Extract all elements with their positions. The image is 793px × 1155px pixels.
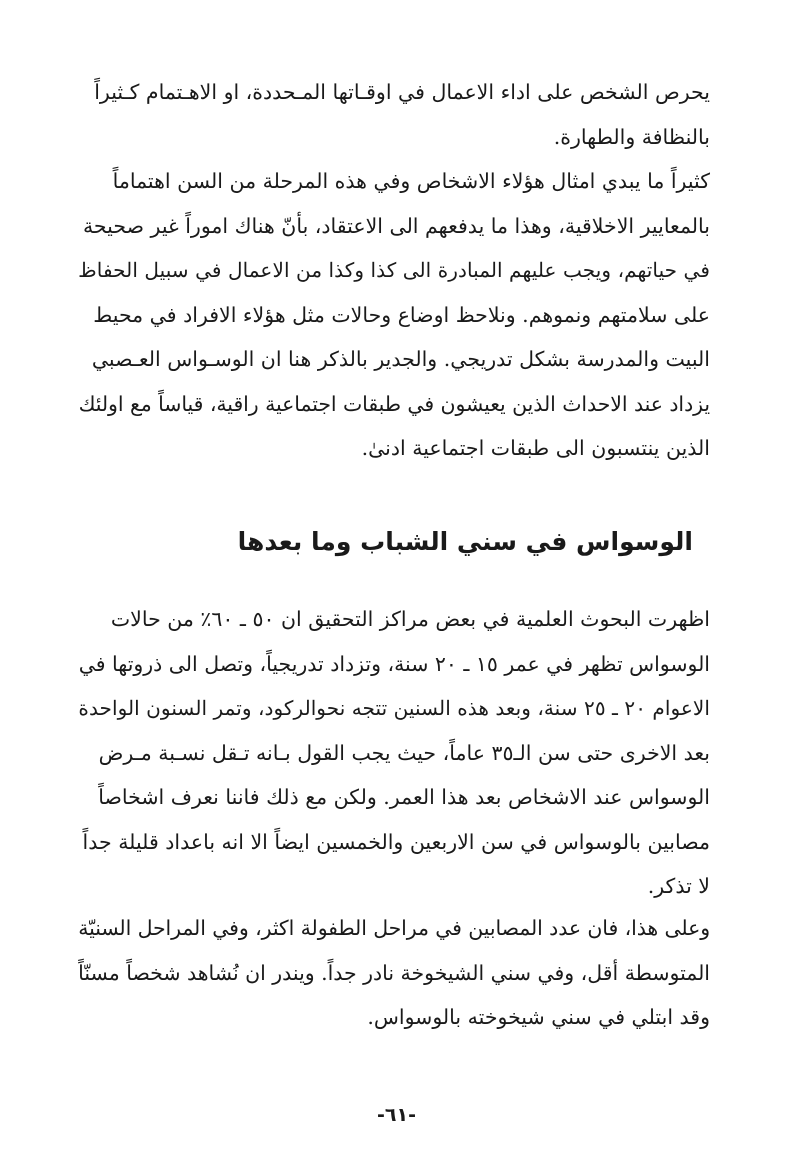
text-line: بالنظافة والطهارة.	[553, 124, 710, 149]
text-line: في حياتهم، ويجب عليهم المبادرة الى كذا وكذا من الاعمال في سبيل الحفاظ	[78, 258, 710, 282]
text-line: كثيراً ما يبدي امثال هؤلاء الاشخاص وفي هذه المرحلة من السن اهتماماً	[112, 169, 710, 193]
text-line: لا تذكر.	[647, 874, 710, 898]
text-line: يحرص الشخص على اداء الاعمال في اوقـاتها المـحددة، او الاهـتمام كـثيراً	[94, 80, 710, 104]
text-line: اظهرت البحوث العلمية في بعض مراكز التحقيق ان ٥٠ ـ ٦٠٪ من حالات	[110, 607, 710, 631]
text-line: الذين ينتسبون الى طبقات اجتماعية ادنىٰ.	[361, 436, 710, 460]
text-line: الوسواس عند الاشخاص بعد هذا العمر. ولكن مع ذلك فاننا نعرف اشخاصاً	[98, 785, 710, 809]
text-line: الوسواس تظهر في عمر ١٥ ـ ٢٠ سنة، وتزداد تدريجياً، وتصل الى ذروتها في	[78, 651, 710, 676]
text-line: يزداد عند الاحداث الذين يعيشون في طبقات اجتماعية راقية، قياساً مع اولئك	[78, 391, 710, 416]
text-line: وقد ابتلي في سني شيخوخته بالوسواس.	[367, 1005, 710, 1029]
text-line: البيت والمدرسة بشكل تدريجي. والجدير بالذكر هنا ان الوسـواس العـصبي	[91, 347, 710, 371]
text-line: على سلامتهم ونموهم. ونلاحظ اوضاع وحالات مثل هؤلاء الافراد في محيط	[93, 302, 710, 327]
text-line: بعد الاخرى حتى سن الـ٣٥ عاماً، حيث يجب القول بـانه تـقل نسـبة مـرض	[98, 740, 710, 765]
paragraph	[78, 906, 710, 1040]
text-line: المتوسطة أقل، وفي سني الشيخوخة نادر جداً. ويندر ان نُشاهد شخصاً مسنّاً	[78, 960, 710, 985]
paragraph	[78, 159, 710, 471]
text-line: بالمعايير الاخلاقية، وهذا ما يدفعهم الى الاعتقاد، بأنّ هناك اموراً غير صحيحة	[82, 213, 710, 238]
page-number: -٦١-	[377, 1104, 416, 1126]
section-heading: الوسواس في سني الشباب وما بعدها	[237, 527, 693, 556]
paragraph	[78, 597, 710, 909]
text-line: الاعوام ٢٠ ـ ٢٥ سنة، وبعد هذه السنين تتجه نحوالركود، وتمر السنون الواحدة	[78, 696, 710, 720]
paragraph	[78, 70, 710, 159]
text-line: وعلى هذا، فان عدد المصابين في مراحل الطفولة اكثر، وفي المراحل السنيّة	[78, 916, 710, 940]
text-line: مصابين بالوسواس في سن الاربعين والخمسين ايضاً الا انه باعداد قليلة جداً	[82, 829, 710, 854]
